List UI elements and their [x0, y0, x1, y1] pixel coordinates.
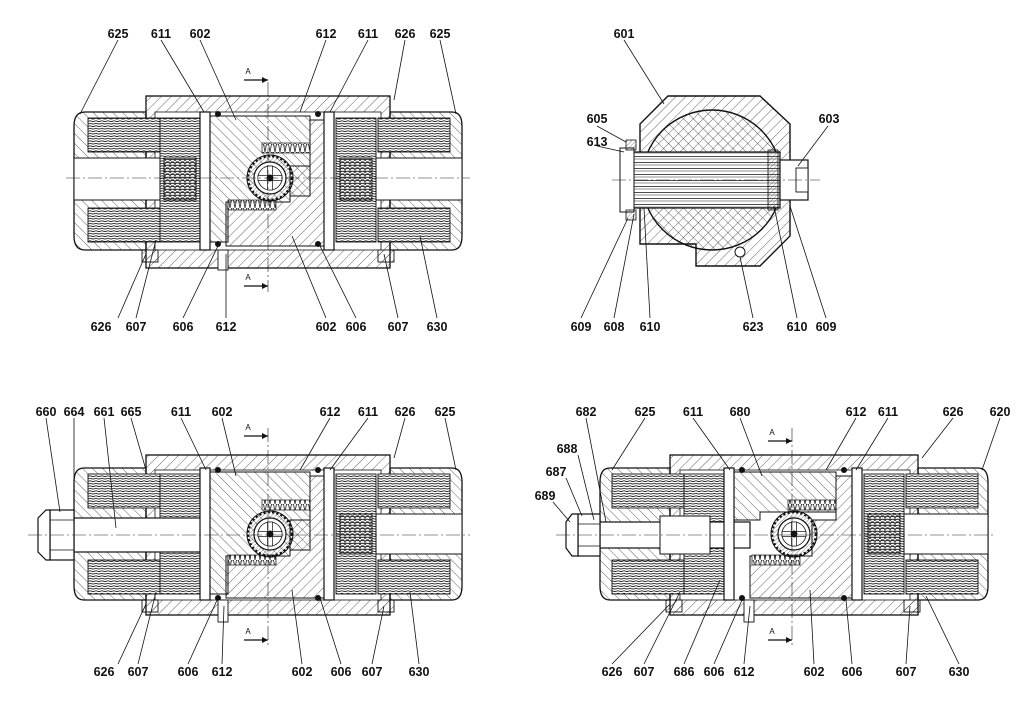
label-607: 607 — [127, 665, 149, 679]
label-602: 602 — [291, 665, 313, 679]
label-606: 606 — [841, 665, 863, 679]
label-611: 611 — [170, 405, 192, 419]
label-630: 630 — [408, 665, 430, 679]
label-601: 601 — [613, 27, 635, 41]
label-620: 620 — [989, 405, 1011, 419]
label-626: 626 — [942, 405, 964, 419]
label-610: 610 — [786, 320, 808, 334]
label-630: 630 — [426, 320, 448, 334]
label-609: 609 — [570, 320, 592, 334]
label-607: 607 — [633, 665, 655, 679]
label-686: 686 — [673, 665, 695, 679]
view-bottom-left — [28, 405, 470, 679]
section-mark-bottom: A — [245, 273, 251, 282]
label-625: 625 — [107, 27, 129, 41]
label-626: 626 — [93, 665, 115, 679]
label-606: 606 — [703, 665, 725, 679]
label-607: 607 — [361, 665, 383, 679]
section-mark-bottom: A — [245, 627, 251, 636]
label-602: 602 — [803, 665, 825, 679]
view-top-left — [66, 27, 470, 334]
label-623: 623 — [742, 320, 764, 334]
label-611: 611 — [682, 405, 704, 419]
label-612: 612 — [315, 27, 337, 41]
label-610: 610 — [639, 320, 661, 334]
label-680: 680 — [729, 405, 751, 419]
label-626: 626 — [394, 27, 416, 41]
view-top-right — [571, 27, 840, 334]
label-607: 607 — [895, 665, 917, 679]
label-687: 687 — [545, 465, 567, 479]
label-606: 606 — [330, 665, 352, 679]
label-625: 625 — [434, 405, 456, 419]
label-607: 607 — [125, 320, 147, 334]
label-665: 665 — [120, 405, 142, 419]
section-mark-bottom: A — [769, 627, 775, 636]
label-602: 602 — [211, 405, 233, 419]
label-682: 682 — [575, 405, 597, 419]
label-606: 606 — [177, 665, 199, 679]
label-603: 603 — [818, 112, 840, 126]
label-605: 605 — [586, 112, 608, 126]
label-609: 609 — [815, 320, 837, 334]
label-612: 612 — [319, 405, 341, 419]
section-mark-top: A — [769, 428, 775, 437]
label-602: 602 — [315, 320, 337, 334]
label-611: 611 — [877, 405, 899, 419]
label-625: 625 — [634, 405, 656, 419]
label-611: 611 — [150, 27, 172, 41]
label-689: 689 — [534, 489, 556, 503]
label-612: 612 — [845, 405, 867, 419]
label-613: 613 — [586, 135, 608, 149]
label-660: 660 — [35, 405, 57, 419]
view-bottom-right — [535, 405, 1011, 679]
section-mark-top: A — [245, 423, 251, 432]
section-mark-top: A — [245, 67, 251, 76]
label-630: 630 — [948, 665, 970, 679]
label-606: 606 — [172, 320, 194, 334]
label-611: 611 — [357, 27, 379, 41]
label-626: 626 — [90, 320, 112, 334]
label-611: 611 — [357, 405, 379, 419]
label-626: 626 — [394, 405, 416, 419]
label-607: 607 — [387, 320, 409, 334]
label-606: 606 — [345, 320, 367, 334]
label-612: 612 — [211, 665, 233, 679]
label-626: 626 — [601, 665, 623, 679]
label-688: 688 — [556, 442, 578, 456]
label-664: 664 — [63, 405, 85, 419]
label-612: 612 — [215, 320, 237, 334]
label-602: 602 — [189, 27, 211, 41]
label-612: 612 — [733, 665, 755, 679]
label-625: 625 — [429, 27, 451, 41]
label-608: 608 — [603, 320, 625, 334]
label-661: 661 — [93, 405, 115, 419]
